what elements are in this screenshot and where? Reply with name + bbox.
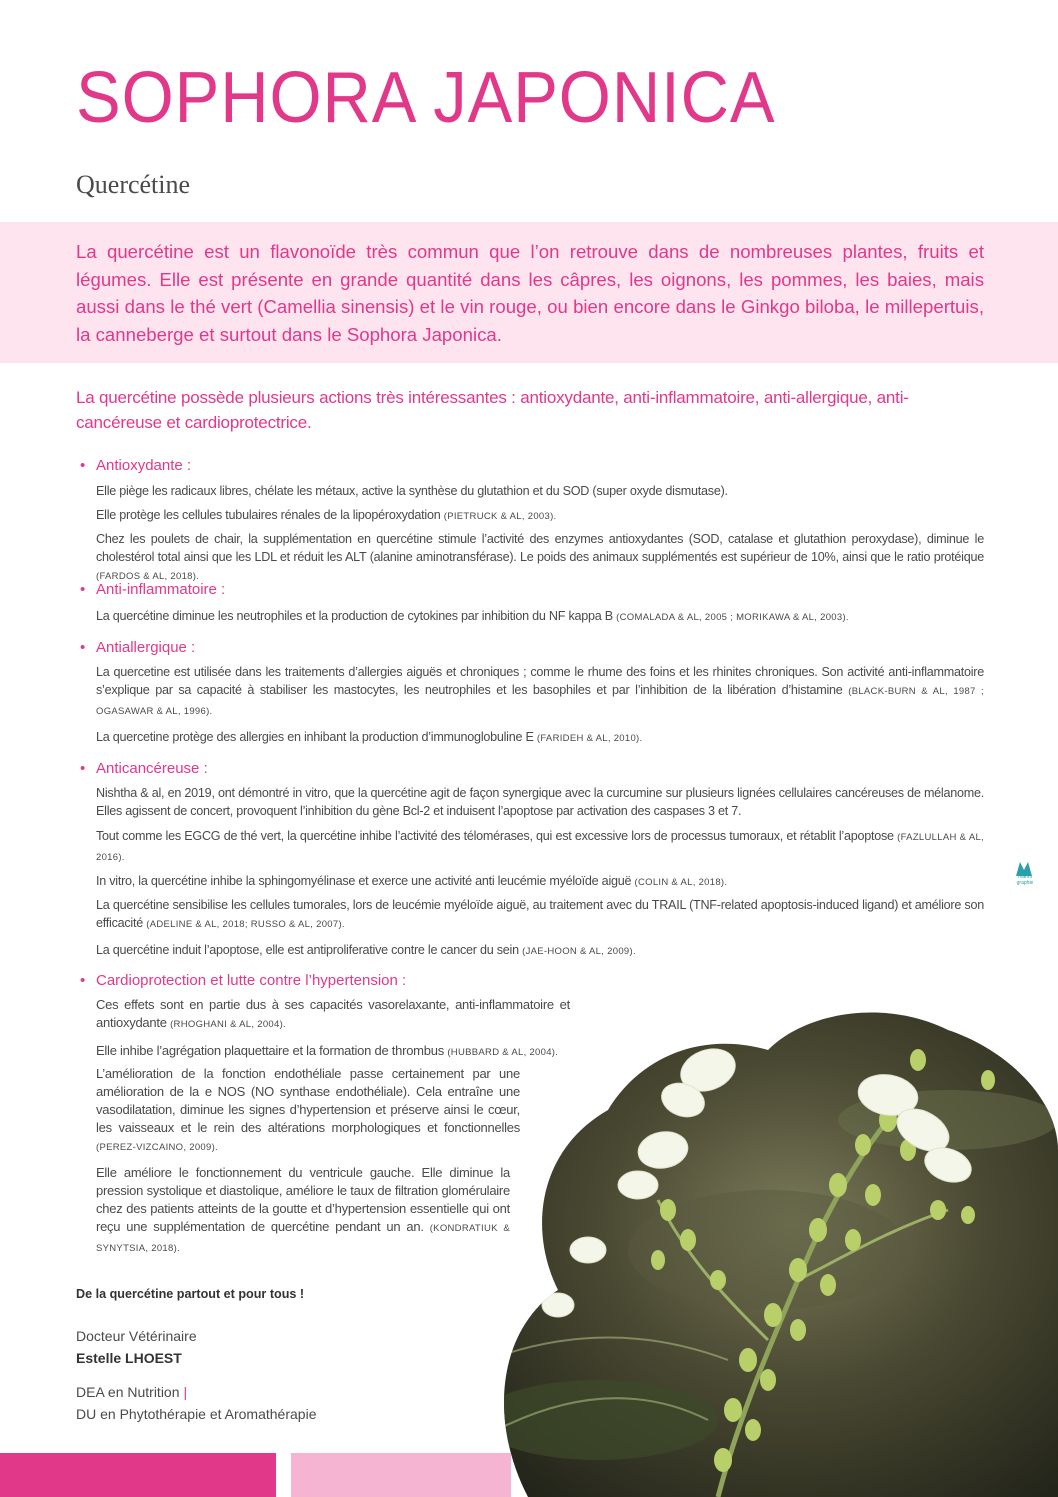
citation: (ADELINE & AL, 2018; RUSSO & AL, 2007). [146,919,345,930]
citation: (FARIDEH & AL, 2010). [536,733,643,744]
sophora-flower-photo [468,1000,1058,1497]
citation: (PIETRUCK & AL, 2003). [443,511,557,522]
paragraph: Elle protège les cellules tubulaires rénales de la lipopéroxydation (PIETRUCK & AL, 2003). [96,508,557,522]
citation: (BLACK-BURN & AL, 1987 ; OGASAWAR & AL, 1996). [96,686,984,717]
bullet-icon: • [80,972,86,989]
paragraph: La quercétine induit l’apoptose, elle est antiproliferative contre le cancer du sein (JAE-HOON & AL, 2009). [96,943,636,957]
citation: (PEREZ-VIZCAINO, 2009). [96,1142,218,1153]
footer-bar-left [0,1453,276,1497]
citation: (RHOGHANI & AL, 2004). [170,1019,286,1030]
signature-title: Docteur Vétérinaire [76,1328,197,1344]
section-title-cardioprotection: • Cardioprotection et lutte contre l’hypertension : [80,972,407,989]
bullet-icon: • [80,760,86,777]
lead-paragraph: La quercétine possède plusieurs actions très intéressantes : antioxydante, anti-inflammatoire, anti-allergique, anti-cancéreuse et cardioprotectrice. [76,388,909,432]
paragraph: Elle améliore le fonctionnement du ventricule gauche. Elle diminue la pression systolique et diastolique, améliore le taux de filtration glomérulaire chez des patients atteints de la goutte et d’hypertension essentielle qui ont reçu une supplémentation de quercétine pendant un an. (KONDRATIUK & SYNYTSIA, 2018). [96,1165,510,1254]
section-title-antiallergique: • Antiallergique : [80,639,196,656]
citation: (COMALADA & AL, 2005 ; MORIKAWA & AL, 2003). [616,612,849,623]
signature-degree-2: DU en Phytothérapie et Aromathérapie [76,1406,317,1422]
bullet-icon: • [80,457,86,474]
section-title-anticancereuse: • Anticancéreuse : [80,760,208,777]
paragraph: Elle inhibe l’agrégation plaquettaire et la formation de thrombus (HUBBARD & AL, 2004). [96,1043,559,1058]
citation: (FAZLULLAH & AL, 2016). [96,832,984,863]
bullet-icon: • [80,639,86,656]
signature-degree-1: DEA en Nutrition | [76,1384,188,1400]
paragraph: L’amélioration de la fonction endothéliale passe certainement par une amélioration de la e NOS (NO synthase endothéliale). Cela entraîne une vasodilatation, diminue les signes d’hypertension et préserve ainsi le cœur, les vaisseaux et le rein des altérations morphologiques et fonctionnelles (PEREZ-VIZCAINO, 2009). [96,1066,520,1153]
citation: (HUBBARD & AL, 2004). [447,1047,559,1058]
citation: (JAE-HOON & AL, 2009). [522,946,636,957]
signature-name: Estelle LHOEST [76,1350,182,1366]
citation: (KONDRATIUK & SYNYTSIA, 2018). [96,1223,510,1254]
section-title-antioxydante: • Antioxydante : [80,457,192,474]
logo-text: manni graphie [1016,874,1034,886]
paragraph: La quercétine sensibilise les cellules tumorales, lors de leucémie myéloïde aiguë, au traitement avec du TRAIL (TNF-related apoptosis-induced ligand) et améliore son efficacité (ADELINE & AL, 2018; RUSSO & AL, 2007). [96,898,984,930]
page-subtitle: Quercétine [76,170,191,199]
paragraph: Tout comme les EGCG de thé vert, la quercétine inhibe l’activité des télomérases, qui est excessive lors de processus tumoraux, et rétablit l’apoptose (FAZLULLAH & AL, 2016). [96,829,984,863]
paragraph: In vitro, la quercétine inhibe la sphingomyélinase et exerce une activité anti leucémie myéloïde aiguë (COLIN & AL, 2018). [96,874,728,888]
paragraph: Nishtha & al, en 2019, ont démontré in vitro, que la quercétine agit de façon synergique avec la curcumine sur plusieurs lignées cellulaires cancéreuses de mélanome. Elles agissent de concert, provoquent l’inhibition du gène Bcl-2 et induisent l’apoptose par activation des caspases 3 et 7. [96,786,984,818]
paragraph: La quercétine diminue les neutrophiles et la production de cytokines par inhibition du NF kappa B (COMALADA & AL, 2005 ; MORIKAWA & AL, 2003). [96,609,849,623]
paragraph: La quercetine est utilisée dans les traitements d’allergies aiguës et chroniques ; comme le rhume des foins et les rhinites chroniques. Son activité anti-inflammatoire s’explique par sa capacité à stabiliser les mastocytes, les neutrophiles et les basophiles et par l’inhibition de la libération d’histamine (BLACK-BURN & AL, 1987 ; OGASAWAR & AL, 1996). [96,665,984,717]
page-title: SOPHORA JAPONICA [76,58,776,138]
paragraph: Ces effets sont en partie dus à ses capacités vasorelaxante, anti-inflammatoire et antioxydante (RHOGHANI & AL, 2004). [96,997,570,1030]
footer-bar-right [291,1453,511,1497]
citation: (FARDOS & AL, 2018). [96,571,200,582]
degree-separator: | [183,1384,188,1400]
closing-line: De la quercétine partout et pour tous ! [76,1287,305,1301]
paragraph: La quercetine protège des allergies en inhibant la production d’immunoglobuline E (FARIDEH & AL, 2010). [96,730,643,744]
paragraph: Chez les poulets de chair, la supplémentation en quercétine stimule l’activité des enzymes antioxydantes (SOD, catalase et glutathion peroxydase), diminue le cholestérol total ainsi que les LDL et réduit les ALT (alanine aminotransférase). Le poids des animaux supplémentés est supérieur de 10%, ainsi que le ratio protéique (FARDOS & AL, 2018). [96,532,984,582]
citation: (COLIN & AL, 2018). [634,877,728,888]
section-title-anti-inflammatoire: • Anti-inflammatoire : [80,581,226,598]
paragraph: Elle piège les radicaux libres, chélate les métaux, active la synthèse du glutathion et du SOD (super oxyde dismutase). [96,484,728,498]
bullet-icon: • [80,581,86,598]
intro-paragraph: La quercétine est un flavonoïde très commun que l’on retrouve dans de nombreuses plantes, fruits et légumes. Elle est présente en grande quantité dans les câpres, les oignons, les pommes, les baies, mais aussi dans le thé vert (Camellia sinensis) et le vin rouge, ou bien encore dans le Ginkgo biloba, le millepertuis, la canneberge et surtout dans le Sophora Japonica. [76,241,984,345]
